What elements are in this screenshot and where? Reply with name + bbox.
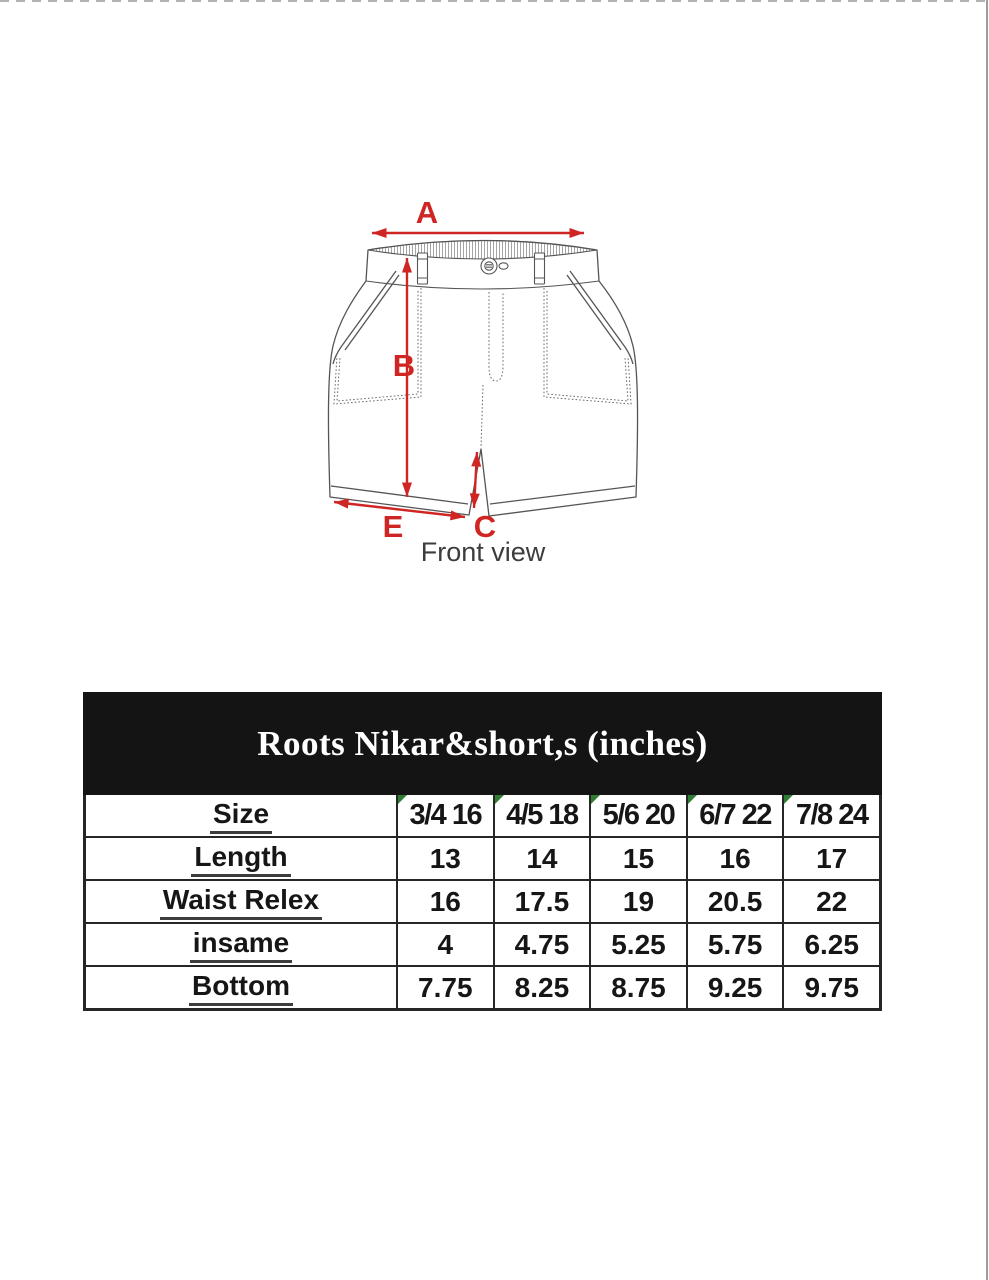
- value-cell: 4.75: [495, 924, 590, 965]
- value-cell: 13: [398, 838, 493, 879]
- front-view-caption: Front view: [420, 537, 546, 567]
- value-cell: 7.75: [398, 967, 493, 1008]
- size-col-header: 4/5 18: [495, 795, 590, 836]
- value-cell: 20.5: [688, 881, 783, 922]
- label-B: B: [392, 348, 416, 383]
- cell-flag-icon: [688, 795, 697, 804]
- value-cell: 8.75: [591, 967, 686, 1008]
- row-label-length: Length: [86, 838, 396, 879]
- value-cell: 17.5: [495, 881, 590, 922]
- value-cell: 17: [784, 838, 879, 879]
- size-chart-table: [83, 692, 882, 1011]
- value-cell: 5.75: [688, 924, 783, 965]
- value-cell: 5.25: [591, 924, 686, 965]
- cell-flag-icon: [591, 795, 600, 804]
- row-label-insame: insame: [86, 924, 396, 965]
- label-E: E: [382, 509, 404, 544]
- row-label-bottom: Bottom: [86, 967, 396, 1008]
- label-A: A: [415, 195, 439, 230]
- row-label-waist-relex: Waist Relex: [86, 881, 396, 922]
- cell-flag-icon: [495, 795, 504, 804]
- value-cell: 22: [784, 881, 879, 922]
- value-cell: 6.25: [784, 924, 879, 965]
- cell-flag-icon: [784, 795, 793, 804]
- table-grid: [83, 795, 882, 1011]
- value-cell: 14: [495, 838, 590, 879]
- value-cell: 19: [591, 881, 686, 922]
- table-title: Roots Nikar&short,s (inches): [257, 723, 708, 763]
- value-cell: 9.75: [784, 967, 879, 1008]
- value-cell: 16: [688, 838, 783, 879]
- row-label-size: Size: [86, 795, 396, 836]
- size-col-header: 5/6 20: [591, 795, 686, 836]
- value-cell: 8.25: [495, 967, 590, 1008]
- value-cell: 16: [398, 881, 493, 922]
- label-C: C: [473, 509, 497, 544]
- table-title-band: [83, 692, 882, 795]
- size-col-header: 3/4 16: [398, 795, 493, 836]
- size-col-header: 7/8 24: [784, 795, 879, 836]
- value-cell: 9.25: [688, 967, 783, 1008]
- value-cell: 4: [398, 924, 493, 965]
- size-col-header: 6/7 22: [688, 795, 783, 836]
- cell-flag-icon: [398, 795, 407, 804]
- value-cell: 15: [591, 838, 686, 879]
